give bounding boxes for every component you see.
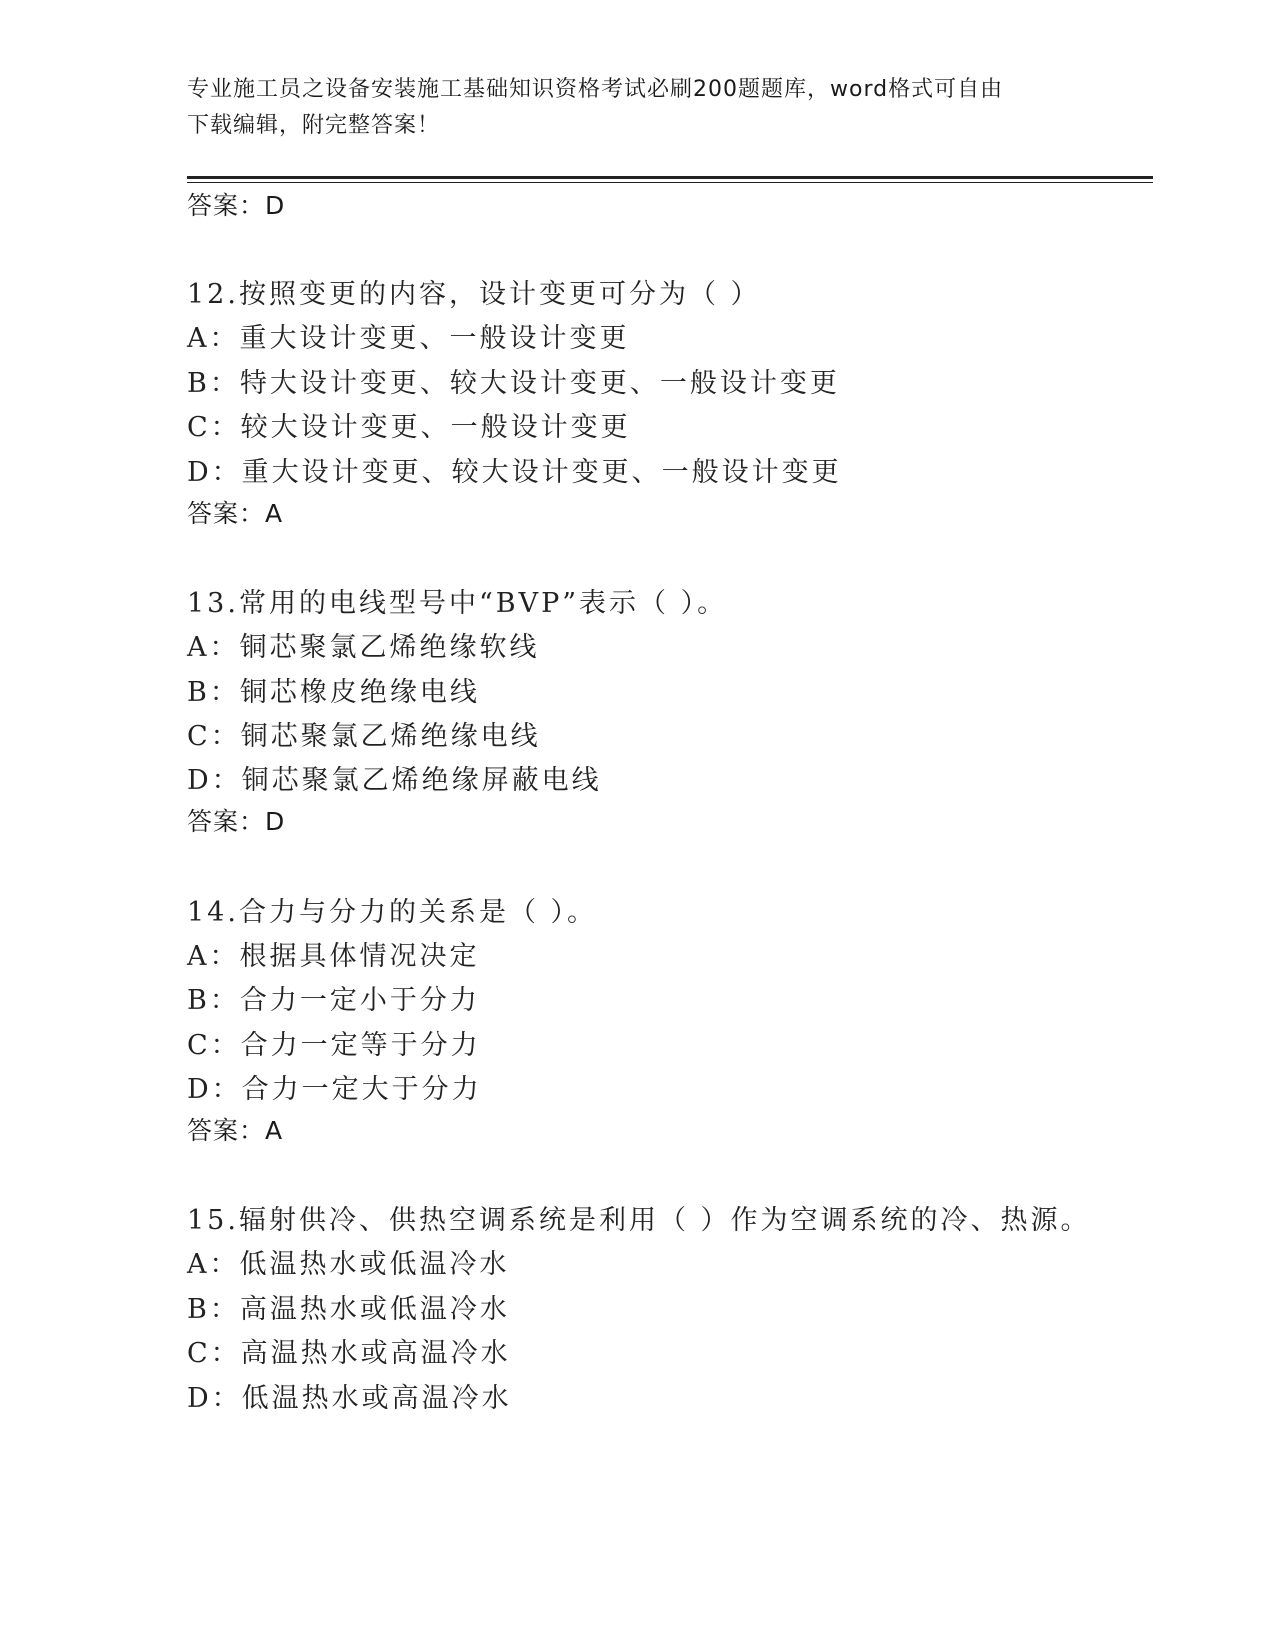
question-12-answer: 答案：A bbox=[187, 499, 284, 528]
question-14-option-c: C：合力一定等于分力 bbox=[187, 1030, 481, 1061]
question-13-option-b: B：铜芯橡皮绝缘电线 bbox=[187, 677, 480, 708]
question-13-answer: 答案：D bbox=[187, 807, 286, 836]
question-12-option-d: D：重大设计变更、较大设计变更、一般设计变更 bbox=[187, 457, 842, 488]
question-15-stem: 15.辐射供冷、供热空调系统是利用（ ）作为空调系统的冷、热源。 bbox=[187, 1205, 1091, 1236]
question-12-option-b: B：特大设计变更、较大设计变更、一般设计变更 bbox=[187, 368, 840, 399]
question-15-option-d: D：低温热水或高温冷水 bbox=[187, 1383, 512, 1414]
question-15-option-c: C：高温热水或高温冷水 bbox=[187, 1338, 511, 1369]
question-12-option-c: C：较大设计变更、一般设计变更 bbox=[187, 412, 631, 443]
question-12-option-a: A：重大设计变更、一般设计变更 bbox=[187, 323, 630, 354]
question-13-stem: 13.常用的电线型号中“BVP”表示（ ）。 bbox=[187, 588, 728, 619]
question-13-option-c: C：铜芯聚氯乙烯绝缘电线 bbox=[187, 721, 541, 752]
header-title-line-1: 专业施工员之设备安装施工基础知识资格考试必刷200题题库，word格式可自由 bbox=[187, 77, 1004, 102]
question-13-option-a: A：铜芯聚氯乙烯绝缘软线 bbox=[187, 632, 540, 663]
previous-answer: 答案：D bbox=[187, 191, 286, 220]
question-14-option-b: B：合力一定小于分力 bbox=[187, 985, 480, 1016]
question-14-option-a: A：根据具体情况决定 bbox=[187, 941, 480, 972]
question-14-stem: 14.合力与分力的关系是（ ）。 bbox=[187, 897, 598, 928]
document-header bbox=[187, 72, 1087, 144]
question-12-stem: 12.按照变更的内容，设计变更可分为（ ） bbox=[187, 279, 761, 310]
question-15-option-a: A：低温热水或低温冷水 bbox=[187, 1249, 510, 1280]
header-divider-thin bbox=[187, 182, 1153, 183]
question-14-answer: 答案：A bbox=[187, 1116, 284, 1145]
header-title-line-2: 下载编辑，附完整答案！ bbox=[187, 113, 441, 138]
question-13-option-d: D：铜芯聚氯乙烯绝缘屏蔽电线 bbox=[187, 765, 602, 796]
header-divider bbox=[187, 176, 1153, 179]
question-14-option-d: D：合力一定大于分力 bbox=[187, 1074, 482, 1105]
question-15-option-b: B：高温热水或低温冷水 bbox=[187, 1294, 510, 1325]
